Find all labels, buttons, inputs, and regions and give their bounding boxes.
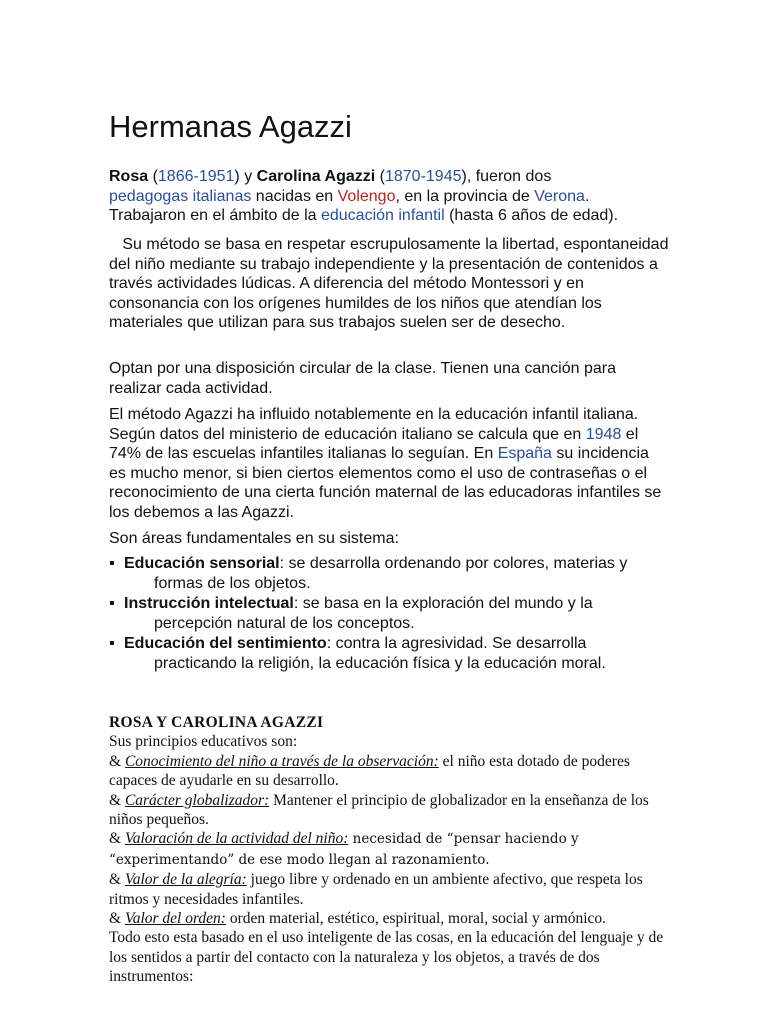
bullet-icon: ▪ — [109, 595, 115, 612]
intro-paragraph: Rosa (1866-1951) y Carolina Agazzi (1870-1945), fueron dos pedagogas italianas nacidas en Volengo, en la provincia de Verona. Trabajaron en el ámbito de la educación infantil (hasta 6 años de edad). — [109, 168, 619, 224]
ampersand: & — [109, 871, 125, 889]
list-item-title: Instrucción intelectual — [124, 595, 294, 612]
link-volengo[interactable]: Volengo — [337, 187, 396, 205]
influence-text-1: El método Agazzi ha influido notablemente en la educación infantil italiana. Según datos del ministerio de educación italiano se calcula que en — [109, 406, 639, 443]
name-rosa: Rosa — [109, 168, 149, 185]
principle-text: necesidad de “pensar haciendo y “experimentando” de ese modo llegan al razonamiento. — [109, 831, 579, 868]
method-paragraph — [109, 235, 669, 333]
method-text: Su método se basa en respetar escrupulosamente la libertad, espontaneidad del niño mediante su trabajo independiente y la presentación de contenidos a través actividades lúdicas. A diferencia del método Montessori y en consonancia con los orígenes humildes de los niños que atendían los materiales que utilizan para sus trabajos suelen ser de desecho. — [109, 236, 669, 331]
list-item-text: : contra la agresividad. Se desarrolla — [326, 635, 587, 652]
text-provincia: , en la provincia de — [395, 187, 535, 205]
list-item — [109, 554, 669, 593]
link-espana[interactable]: España — [497, 445, 552, 462]
text-edad: (hasta 6 años de edad). — [444, 207, 619, 224]
text-nacidas: nacidas en — [251, 187, 338, 205]
principle-label: Conocimiento del niño a través de la observación: — [124, 752, 439, 770]
principle-item — [109, 870, 669, 909]
page-title: Hermanas Agazzi — [109, 109, 352, 144]
influence-text-2: el 74% de las escuelas infantiles italianas lo seguían. En — [109, 425, 639, 462]
list-item-continuation: practicando la religión, la educación física y la educación moral. — [154, 654, 606, 672]
text-fueron: ), fueron dos — [461, 168, 552, 185]
principle-item — [109, 909, 669, 928]
influence-paragraph — [109, 405, 669, 522]
list-item-continuation: formas de los objetos. — [154, 574, 311, 592]
principle-text: orden material, estético, espiritual, moral, social y armónico. — [225, 910, 607, 928]
principle-text: juego libre y ordenado en un ambiente afectivo, que respeta los ritmos y necesidades infantiles. — [109, 871, 643, 908]
principles-section — [109, 713, 669, 987]
principle-text: Mantener el principio de globalizador en la enseñanza de los niños pequeños. — [109, 791, 649, 829]
principle-text: el niño esta dotado de poderes capaces de ayudarle en su desarrollo. — [109, 752, 630, 790]
list-item-title: Educación sensorial — [124, 555, 280, 572]
text-y: y — [239, 168, 257, 185]
list-item-text: : se desarrolla ordenando por colores, materias y — [279, 555, 628, 572]
principle-item — [109, 791, 669, 830]
principle-item — [109, 752, 669, 791]
principle-label: Carácter globalizador: — [124, 791, 270, 809]
circular-paragraph: Optan por una disposición circular de la clase. Tienen una canción para realizar cada actividad. — [109, 360, 616, 397]
list-item — [109, 634, 669, 673]
link-pedagogas-italianas[interactable]: pedagogas italianas — [109, 187, 252, 205]
name-carolina: Carolina Agazzi — [256, 168, 376, 185]
areas-list — [109, 554, 669, 674]
link-verona[interactable]: Verona — [534, 187, 585, 205]
principle-label: Valor del orden: — [124, 910, 226, 928]
ampersand: & — [109, 830, 125, 848]
ampersand: & — [109, 910, 125, 928]
ampersand: & — [109, 791, 125, 809]
list-item-text: : se basa en la exploración del mundo y la — [293, 595, 593, 612]
principle-label: Valoración de la actividad del niño: — [124, 830, 349, 848]
bullet-icon: ▪ — [109, 555, 115, 572]
areas-intro: Son áreas fundamentales en su sistema: — [109, 530, 399, 547]
list-item-title: Educación del sentimiento — [124, 635, 327, 652]
list-item — [109, 594, 669, 633]
link-carolina-years[interactable]: 1870-1945 — [384, 168, 462, 185]
text-period: . — [584, 187, 590, 205]
bullet-icon: ▪ — [109, 635, 115, 652]
link-rosa-years[interactable]: 1866-1951 — [157, 168, 235, 185]
text-trabajaron: Trabajaron en el ámbito de la — [109, 207, 321, 224]
link-1948[interactable]: 1948 — [585, 425, 622, 443]
link-educacion-infantil[interactable]: educación infantil — [320, 207, 445, 224]
influence-text-3: su incidencia es mucho menor, si bien ciertos elementos como el uso de contraseñas o el reconocimiento de una cierta función maternal de las educadoras infantiles se los debemos a las Agazzi. — [109, 445, 662, 521]
section-heading: ROSA Y CAROLINA AGAZZI — [109, 714, 324, 731]
principle-item — [109, 829, 669, 870]
section-intro: Sus principios educativos son: — [109, 733, 298, 751]
principle-label: Valor de la alegría: — [124, 871, 247, 889]
closing-text: Todo esto esta basado en el uso inteligente de las cosas, en la educación del lenguaje y de los sentidos a partir del contacto con la naturaleza y los objetos, a través de dos instrumentos: — [109, 929, 664, 986]
ampersand: & — [109, 752, 125, 770]
list-item-continuation: percepción natural de los conceptos. — [154, 614, 415, 632]
